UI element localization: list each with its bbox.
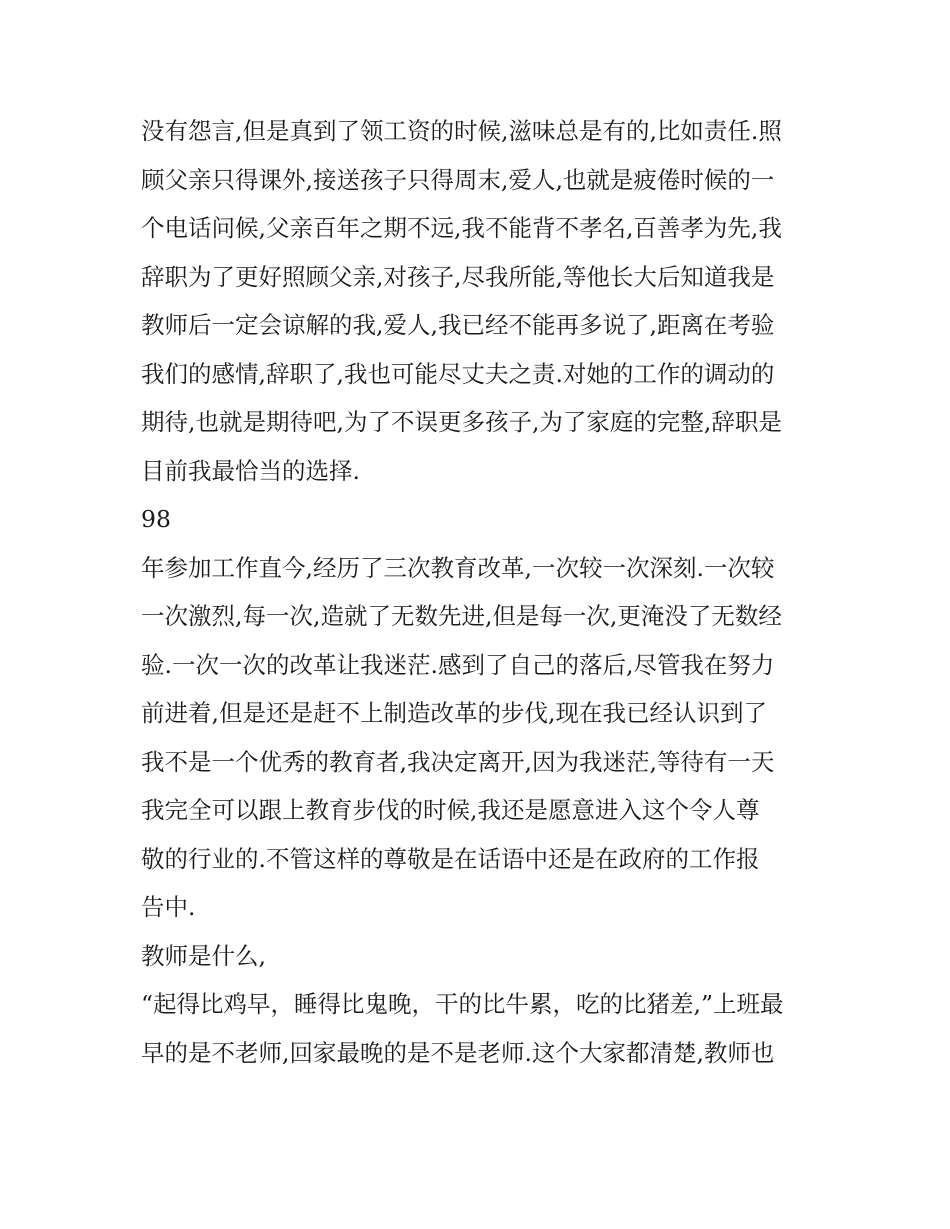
text-line: 顾父亲只得课外,接送孩子只得周末,爱人,也就是疲倦时候的一: [141, 165, 775, 194]
text-line: 我们的感情,辞职了,我也可能尽丈夫之责.对她的工作的调动的: [141, 359, 775, 388]
text-line: 早的是不老师,回家最晚的是不是老师.这个大家都清楚,教师也: [141, 1038, 775, 1067]
text-line: 教师后一定会谅解的我,爱人,我已经不能再多说了,距离在考验: [141, 311, 775, 339]
text-line: 验.一次一次的改革让我迷茫.感到了自己的落后,尽管我在努力: [141, 650, 775, 679]
year-number: 98: [141, 505, 171, 533]
text-line: 期待,也就是期待吧,为了不误更多孩子,为了家庭的完整,辞职是: [141, 408, 782, 436]
text-line: “起得比鸡早，睡得比鬼晚，干的比牛累，吃的比猪差,”上班最: [141, 990, 784, 1018]
document-body: [141, 107, 821, 1077]
text-line: 年参加工作直今,经历了三次教育改革,一次较一次深刻.一次较: [141, 553, 775, 582]
text-line: 一次激烈,每一次,造就了无数先进,但是每一次,更淹没了无数经: [141, 602, 782, 630]
text-line: 敬的行业的.不管这样的尊敬是在话语中还是在政府的工作报: [141, 844, 760, 873]
text-line: 辞职为了更好照顾父亲,对孩子,尽我所能,等他长大后知道我是: [141, 262, 775, 291]
text-line: 前进着,但是还是赶不上制造改革的步伐,现在我已经认识到了: [141, 699, 767, 727]
text-line: 个电话问候,父亲百年之期不远,我不能背不孝名,百善孝为先,我: [141, 214, 782, 242]
section-question: 教师是什么,: [141, 941, 266, 970]
text-line: 告中.: [141, 893, 196, 921]
text-line: 我不是一个优秀的教育者,我决定离开,因为我迷茫,等待有一天: [141, 747, 775, 776]
text-line: 没有怨言,但是真到了领工资的时候,滋味总是有的,比如责任.照: [141, 117, 782, 145]
text-line: 我完全可以跟上教育步伐的时候,我还是愿意进入这个令人尊: [141, 796, 760, 824]
text-line: 目前我最恰当的选择.: [141, 456, 360, 485]
